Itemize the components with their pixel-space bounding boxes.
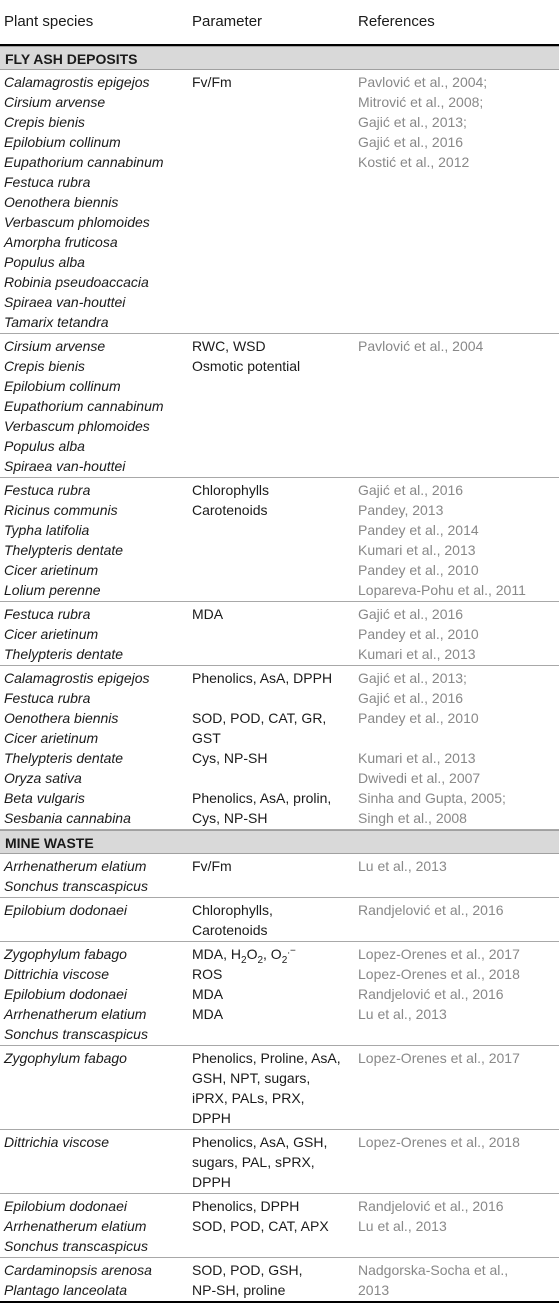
parameter-text: MDA bbox=[192, 1006, 224, 1022]
parameter-text: Phenolics, Proline, AsA, bbox=[192, 1050, 341, 1066]
table-header bbox=[0, 0, 559, 46]
species-name: Typha latifolia bbox=[4, 522, 90, 538]
reference-text: Gajić et al., 2013; bbox=[358, 114, 467, 130]
table-row bbox=[0, 1194, 559, 1258]
species-cell bbox=[0, 604, 189, 664]
species-cell bbox=[0, 336, 189, 476]
species-name: Verbascum phlomoides bbox=[4, 418, 150, 434]
species-cell bbox=[0, 480, 189, 600]
species-cell bbox=[0, 1260, 189, 1300]
species-name: Eupathorium cannabinum bbox=[4, 398, 164, 414]
reference-text: Dwivedi et al., 2007 bbox=[358, 770, 481, 786]
reference-text: Lu et al., 2013 bbox=[358, 1218, 447, 1234]
parameter-text: Phenolics, AsA, DPPH bbox=[192, 670, 333, 686]
species-name: Crepis bienis bbox=[4, 114, 85, 130]
parameter-text: Cys, NP-SH bbox=[192, 810, 268, 826]
parameter-cell bbox=[189, 604, 355, 664]
species-name: Sesbania cannabina bbox=[4, 810, 131, 826]
reference-text: Gajić et al., 2013; bbox=[358, 670, 467, 686]
species-cell bbox=[0, 1132, 189, 1192]
header-plant-species: Plant species bbox=[4, 13, 94, 30]
species-name: Amorpha fruticosa bbox=[4, 234, 118, 250]
table-row bbox=[0, 602, 559, 666]
table-row bbox=[0, 1130, 559, 1194]
species-name: Populus alba bbox=[4, 438, 85, 454]
parameter-text: sugars, PAL, sPRX, bbox=[192, 1154, 315, 1170]
species-name: Eupathorium cannabinum bbox=[4, 154, 164, 170]
parameter-cell bbox=[189, 856, 355, 896]
reference-text: Randjelović et al., 2016 bbox=[358, 902, 504, 918]
species-cell bbox=[0, 1196, 189, 1256]
parameter-text: Chlorophylls bbox=[192, 482, 270, 498]
species-name: Plantago lanceolata bbox=[4, 1282, 127, 1298]
species-name: Arrhenatherum elatium bbox=[4, 858, 147, 874]
species-name: Zygophylum fabago bbox=[4, 1050, 127, 1066]
species-name: Zygophylum fabago bbox=[4, 946, 127, 962]
reference-text: Pandey et al., 2010 bbox=[358, 562, 479, 578]
parameter-cell bbox=[189, 72, 355, 332]
species-name: Verbascum phlomoides bbox=[4, 214, 150, 230]
references-cell bbox=[355, 856, 559, 896]
header-parameter: Parameter bbox=[192, 13, 263, 30]
header-references: References bbox=[358, 13, 435, 30]
reference-text: Gajić et al., 2016 bbox=[358, 690, 464, 706]
species-name: Epilobium collinum bbox=[4, 134, 121, 150]
species-name: Epilobium dodonaei bbox=[4, 986, 127, 1002]
table-row bbox=[0, 1046, 559, 1130]
species-name: Thelypteris dentate bbox=[4, 542, 124, 558]
parameter-cell bbox=[189, 944, 355, 1044]
species-name: Calamagrostis epigejos bbox=[4, 670, 150, 686]
species-name: Oryza sativa bbox=[4, 770, 82, 786]
parameter-text: GST bbox=[192, 730, 221, 746]
references-cell bbox=[355, 604, 559, 664]
parameter-text: Fv/Fm bbox=[192, 74, 232, 90]
species-name: Oenothera biennis bbox=[4, 710, 119, 726]
parameter-text: SOD, POD, GSH, bbox=[192, 1262, 303, 1278]
references-cell bbox=[355, 668, 559, 828]
species-name: Spiraea van-houttei bbox=[4, 458, 126, 474]
species-name: Cicer arietinum bbox=[4, 626, 99, 642]
species-name: Arrhenatherum elatium bbox=[4, 1006, 147, 1022]
species-name: Cicer arietinum bbox=[4, 730, 99, 746]
reference-text: Pandey, 2013 bbox=[358, 502, 444, 518]
species-name: Festuca rubra bbox=[4, 606, 91, 622]
parameter-text: NP-SH, proline bbox=[192, 1282, 286, 1298]
reference-text bbox=[358, 728, 559, 748]
section-header: MINE WASTE bbox=[0, 830, 559, 854]
parameter-text: Phenolics, AsA, prolin, bbox=[192, 790, 332, 806]
reference-text: Gajić et al., 2016 bbox=[358, 482, 464, 498]
reference-text: Randjelović et al., 2016 bbox=[358, 986, 504, 1002]
species-name: Cirsium arvense bbox=[4, 94, 106, 110]
reference-text: Lopez-Orenes et al., 2018 bbox=[358, 1134, 520, 1150]
parameter-cell bbox=[189, 1048, 355, 1128]
references-cell bbox=[355, 72, 559, 332]
species-name: Epilobium dodonaei bbox=[4, 902, 127, 918]
parameter-text: ROS bbox=[192, 966, 223, 982]
parameter-text: MDA bbox=[192, 986, 224, 1002]
table-row bbox=[0, 854, 559, 898]
parameter-text bbox=[192, 688, 355, 708]
species-name: Dittrichia viscose bbox=[4, 966, 110, 982]
reference-text: Pandey et al., 2010 bbox=[358, 710, 479, 726]
reference-text: Pandey et al., 2014 bbox=[358, 522, 479, 538]
parameter-text: SOD, POD, CAT, APX bbox=[192, 1218, 329, 1234]
references-cell bbox=[355, 1132, 559, 1192]
species-name: Cardaminopsis arenosa bbox=[4, 1262, 152, 1278]
species-name: Sonchus transcaspicus bbox=[4, 1238, 148, 1254]
reference-text: Singh et al., 2008 bbox=[358, 810, 467, 826]
reference-text: Randjelović et al., 2016 bbox=[358, 1198, 504, 1214]
reference-text: Pandey et al., 2010 bbox=[358, 626, 479, 642]
table-row bbox=[0, 70, 559, 334]
references-cell bbox=[355, 1260, 559, 1300]
parameter-cell bbox=[189, 1132, 355, 1192]
species-cell bbox=[0, 72, 189, 332]
species-cell bbox=[0, 1048, 189, 1128]
parameter-text: iPRX, PALs, PRX, bbox=[192, 1090, 305, 1106]
reference-text: Lopez-Orenes et al., 2017 bbox=[358, 946, 520, 962]
parameter-cell bbox=[189, 668, 355, 828]
species-name: Cirsium arvense bbox=[4, 338, 106, 354]
species-name: Ricinus communis bbox=[4, 502, 118, 518]
species-name: Oenothera biennis bbox=[4, 194, 119, 210]
species-name: Spiraea van-houttei bbox=[4, 294, 126, 310]
species-cell bbox=[0, 900, 189, 940]
parameter-text: Phenolics, DPPH bbox=[192, 1198, 300, 1214]
table-row bbox=[0, 942, 559, 1046]
species-name: Lolium perenne bbox=[4, 582, 101, 598]
parameter-cell bbox=[189, 336, 355, 476]
reference-text: Gajić et al., 2016 bbox=[358, 134, 464, 150]
reference-text: Lopareva-Pohu et al., 2011 bbox=[358, 582, 526, 598]
species-name: Epilobium collinum bbox=[4, 378, 121, 394]
parameter-text: SOD, POD, CAT, GR, bbox=[192, 710, 327, 726]
parameter-text: GSH, NPT, sugars, bbox=[192, 1070, 311, 1086]
parameter-cell bbox=[189, 1260, 355, 1300]
reference-text: Gajić et al., 2016 bbox=[358, 606, 464, 622]
reference-text: Pavlović et al., 2004 bbox=[358, 338, 484, 354]
references-cell bbox=[355, 480, 559, 600]
references-cell bbox=[355, 944, 559, 1044]
species-cell bbox=[0, 944, 189, 1044]
reference-text: Lopez-Orenes et al., 2017 bbox=[358, 1050, 520, 1066]
reference-text: Kostić et al., 2012 bbox=[358, 154, 470, 170]
species-name: Sonchus transcaspicus bbox=[4, 878, 148, 894]
parameter-text: Carotenoids bbox=[192, 502, 268, 518]
references-cell bbox=[355, 336, 559, 476]
species-name: Dittrichia viscose bbox=[4, 1134, 110, 1150]
species-name: Arrhenatherum elatium bbox=[4, 1218, 147, 1234]
reference-text: Kumari et al., 2013 bbox=[358, 750, 476, 766]
parameter-text: Carotenoids bbox=[192, 922, 268, 938]
reference-text: Lu et al., 2013 bbox=[358, 1006, 447, 1022]
parameter-text: Fv/Fm bbox=[192, 858, 232, 874]
table-row bbox=[0, 478, 559, 602]
parameter-cell bbox=[189, 480, 355, 600]
references-cell bbox=[355, 1048, 559, 1128]
parameter-text bbox=[192, 768, 355, 788]
references-cell bbox=[355, 900, 559, 940]
parameter-cell bbox=[189, 900, 355, 940]
table-body bbox=[0, 46, 559, 1303]
species-name: Robinia pseudoaccacia bbox=[4, 274, 149, 290]
species-name: Sonchus transcaspicus bbox=[4, 1026, 148, 1042]
reference-text: Lopez-Orenes et al., 2018 bbox=[358, 966, 520, 982]
table-row bbox=[0, 1258, 559, 1303]
species-name: Tamarix tetandra bbox=[4, 314, 109, 330]
reference-text: Sinha and Gupta, 2005; bbox=[358, 790, 506, 806]
parameter-text: DPPH bbox=[192, 1174, 231, 1190]
species-name: Festuca rubra bbox=[4, 690, 91, 706]
reference-text: 2013 bbox=[358, 1282, 390, 1298]
reference-text: Pavlović et al., 2004; bbox=[358, 74, 488, 90]
species-name: Festuca rubra bbox=[4, 482, 91, 498]
parameter-text: Phenolics, AsA, GSH, bbox=[192, 1134, 328, 1150]
reference-text: Nadgorska-Socha et al., bbox=[358, 1262, 509, 1278]
species-name: Beta vulgaris bbox=[4, 790, 85, 806]
references-cell bbox=[355, 1196, 559, 1256]
species-name: Populus alba bbox=[4, 254, 85, 270]
parameter-cell bbox=[189, 1196, 355, 1256]
species-name: Festuca rubra bbox=[4, 174, 91, 190]
species-cell bbox=[0, 668, 189, 828]
parameter-text: Osmotic potential bbox=[192, 358, 301, 374]
species-name: Epilobium dodonaei bbox=[4, 1198, 127, 1214]
parameter-text: MDA bbox=[192, 606, 224, 622]
species-name: Thelypteris dentate bbox=[4, 646, 124, 662]
species-cell bbox=[0, 856, 189, 896]
section-header: FLY ASH DEPOSITS bbox=[0, 46, 559, 70]
species-name: Calamagrostis epigejos bbox=[4, 74, 150, 90]
reference-text: Kumari et al., 2013 bbox=[358, 542, 476, 558]
species-name: Thelypteris dentate bbox=[4, 750, 124, 766]
reference-text: Lu et al., 2013 bbox=[358, 858, 447, 874]
table-row bbox=[0, 334, 559, 478]
parameter-text: Chlorophylls, bbox=[192, 902, 273, 918]
reference-text: Mitrović et al., 2008; bbox=[358, 94, 484, 110]
parameter-text: Cys, NP-SH bbox=[192, 750, 268, 766]
parameter-text: MDA, $H_2O_2$, $O_2^{.-}$ bbox=[192, 945, 296, 966]
table-row bbox=[0, 898, 559, 942]
reference-text: Kumari et al., 2013 bbox=[358, 646, 476, 662]
parameter-text: DPPH bbox=[192, 1110, 231, 1126]
species-name: Crepis bienis bbox=[4, 358, 85, 374]
parameter-text: RWC, WSD bbox=[192, 338, 266, 354]
species-name: Cicer arietinum bbox=[4, 562, 99, 578]
table-row bbox=[0, 666, 559, 830]
